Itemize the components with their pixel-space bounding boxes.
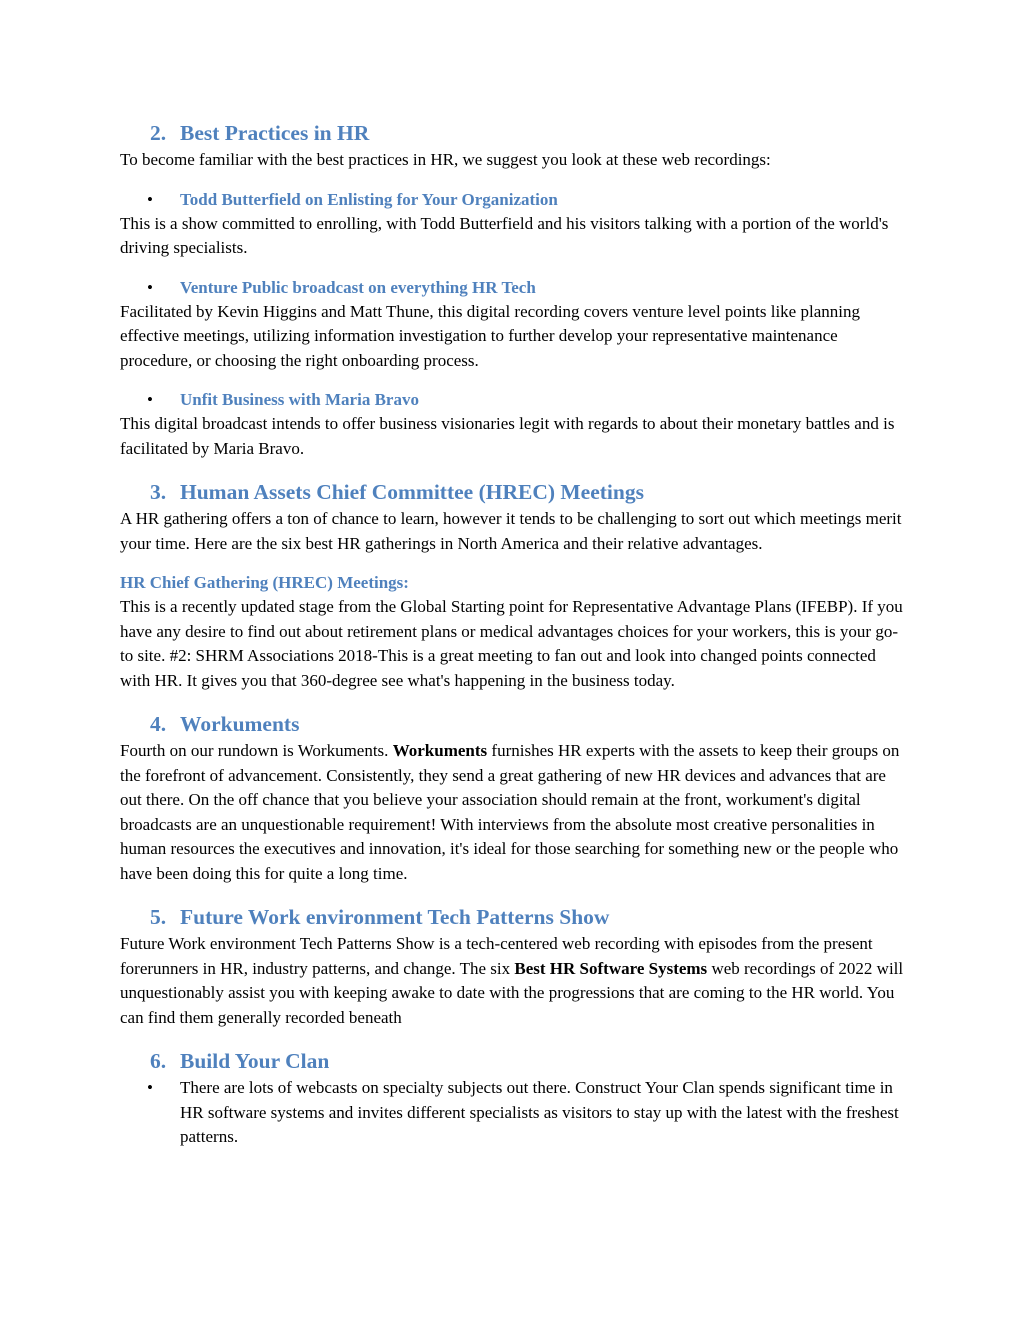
section-intro: A HR gathering offers a ton of chance to learn, however it tends to be challenging to sort out which meetings merit your time. Here are the six best HR gatherings in North America and their relative advantages. — [120, 509, 902, 553]
subheading-body: This is a recently updated stage from the Global Starting point for Representative Advantage Plans (IFEBP). If you have any desire to find out about retirement plans or medical advantages choices for your workers, this is your go-to site. #2: SHRM Associations 2018-This is a great meeting to fan out and look into changed points connected with HR. It gives you that 360-degree see what's happening in the business today. — [120, 597, 903, 690]
bullet-icon: • — [147, 1078, 153, 1097]
section-body: Fourth on our rundown is Workuments. Workuments furnishes HR experts with the assets to keep their groups on the forefront of advancement. Consistently, they send a great gathering of new HR devices and advances that are out there. On the off chance that you believe your association should remain at the front, workument's digital broadcasts are an unquestionable requirement! With interviews from the absolute most creative personalities in human resources the executives and innovation, it's ideal for those searching for something new or the people who have been doing this for quite a long time. — [120, 741, 900, 883]
bold-term: Workuments — [392, 741, 488, 760]
list-item-title: • Venture Public broadcast on everything HR Tech — [120, 276, 906, 300]
section-body: Future Work environment Tech Patterns Show is a tech-centered web recording with episodes from the present forerunners in HR, industry patterns, and change. The six Best HR Software Systems web recordings of 2022 will unquestionably assist you with keeping awake to date with the progressions that are coming to the HR world. You can find them generally recorded beneath — [120, 934, 904, 1027]
bullet-icon: • — [147, 189, 153, 209]
list-item — [120, 1076, 906, 1150]
list-item-title: • Unfit Business with Maria Bravo — [120, 388, 906, 412]
subheading: HR Chief Gathering (HREC) Meetings: — [120, 573, 409, 592]
section-heading-hrec-meetings: 3. Human Assets Chief Committee (HREC) Meetings — [150, 480, 644, 504]
bullet-icon: • — [147, 390, 153, 409]
bold-term: Best HR Software Systems — [514, 958, 708, 978]
list-item-title: • Todd Butterfield on Enlisting for Your Organization — [120, 188, 906, 212]
list-item-body: There are lots of webcasts on specialty subjects out there. Construct Your Clan spends significant time in HR software systems and invites different specialists as visitors to stay up with the latest with the freshest patterns. — [180, 1078, 899, 1146]
list-item-body: Facilitated by Kevin Higgins and Matt Thune, this digital recording covers venture level points like planning effective meetings, utilizing information investigation to further develop your representative maintenance procedure, or choosing the right onboarding process. — [120, 301, 860, 370]
section-heading-workuments: 4. Workuments — [150, 712, 300, 736]
section-heading-build-your-clan: 6. Build Your Clan — [150, 1049, 330, 1073]
list-item-body: This is a show committed to enrolling, with Todd Butterfield and his visitors talking with a portion of the world's driving specialists. — [120, 213, 889, 257]
bullet-icon: • — [147, 277, 153, 297]
list-item-body: This digital broadcast intends to offer business visionaries legit with regards to about their monetary battles and is facilitated by Maria Bravo. — [120, 414, 895, 458]
document-content — [120, 118, 906, 1150]
section-intro: To become familiar with the best practices in HR, we suggest you look at these web recordings: — [120, 150, 771, 169]
section-heading-best-practices: 2. Best Practices in HR — [150, 121, 370, 145]
section-heading-future-work: 5. Future Work environment Tech Patterns Show — [150, 905, 610, 929]
